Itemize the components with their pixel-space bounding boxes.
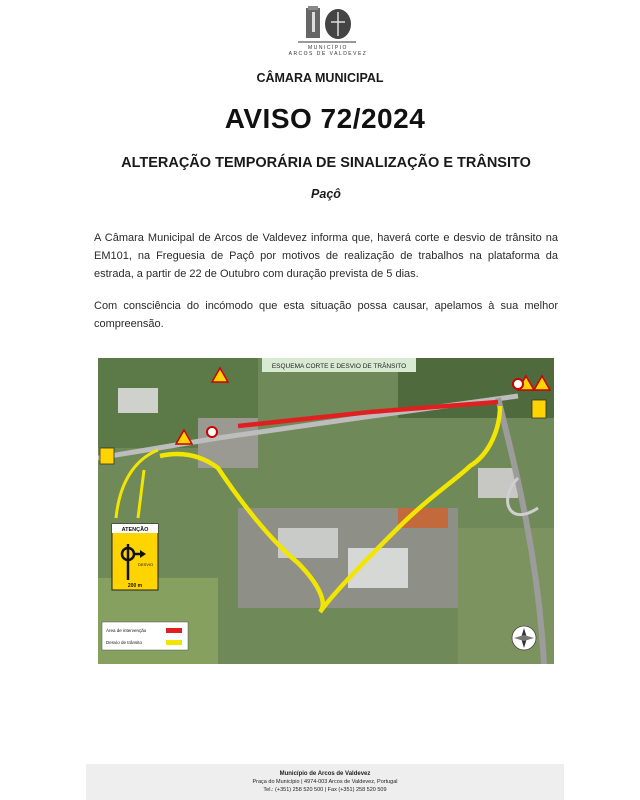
- detour-sign-icon: [532, 400, 546, 418]
- locality: Paçô: [311, 187, 341, 201]
- attention-board: [112, 524, 158, 590]
- attention-label: ATENÇÃO: [121, 527, 149, 533]
- legend-intervention-label: Área de intervenção: [106, 628, 147, 633]
- notice-paragraph-1: A Câmara Municipal de Arcos de Valdevez informa que, haverá corte e desvio de trânsito na EM101, na Freguesia de Paçô por motivos de realização de trabalhos na plataforma da estrada, a partir de 22 de Outubro com duração prevista de 5 dias.: [94, 232, 558, 280]
- distance-label: 200 m: [127, 583, 143, 589]
- detour-word: DESVIO: [138, 562, 154, 567]
- legend-intervention-swatch: [166, 628, 182, 633]
- logo-text: MUNICÍPIO ARCOS DE VALDEVEZ: [288, 45, 368, 57]
- notice-paragraph-2: Com consciência do incómodo que esta situação possa causar, apelamos à sua melhor compreensão.: [94, 300, 558, 330]
- map-title: ESQUEMA CORTE E DESVIO DE TRÂNSITO: [271, 363, 407, 370]
- detour-map: [98, 358, 554, 664]
- no-entry-sign-icon: [513, 379, 523, 389]
- footer-contacts: Tel.: (+351) 258 520 500 | Fax (+351) 258 520 509: [263, 787, 387, 793]
- footer-address: Praça do Município | 4974-003 Arcos de Valdevez, Portugal: [252, 779, 398, 785]
- notice-title: AVISO 72/2024: [224, 103, 426, 134]
- footer-name: Município de Arcos de Valdevez: [279, 771, 371, 777]
- no-entry-sign-icon: [207, 427, 217, 437]
- legend-detour-swatch: [166, 640, 182, 645]
- footer: [86, 764, 564, 800]
- notice-subtitle: ALTERAÇÃO TEMPORÁRIA DE SINALIZAÇÃO E TRÂNSITO: [121, 155, 531, 171]
- organization-name: CÂMARA MUNICIPAL: [256, 71, 384, 85]
- map-legend: [102, 622, 188, 650]
- detour-sign-icon: [100, 448, 114, 464]
- legend-detour-label: Desvio de trânsito: [106, 640, 143, 645]
